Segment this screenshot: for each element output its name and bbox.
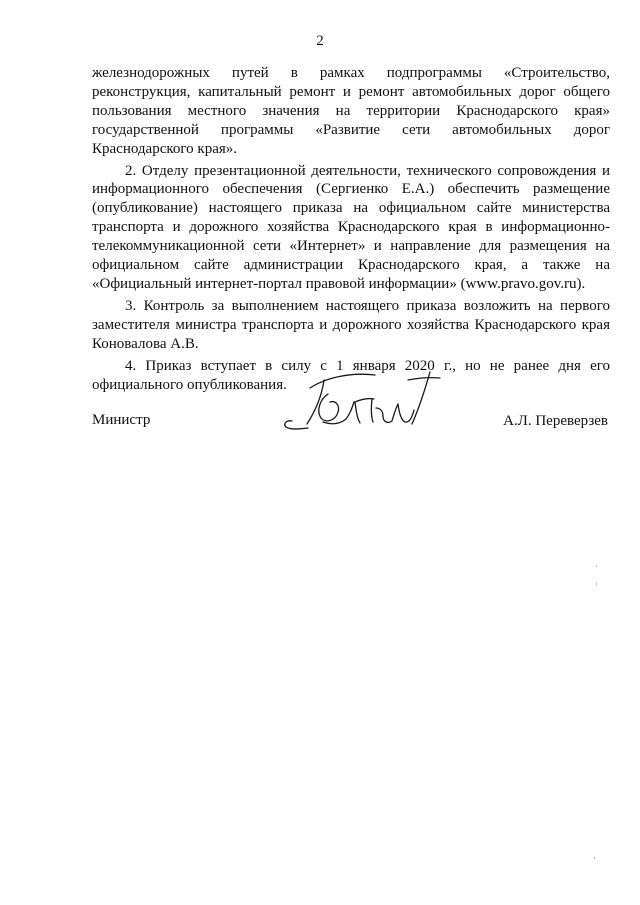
signer-name: А.Л. Переверзев [503,413,608,429]
paragraph-4: 4. Приказ вступает в силу с 1 января 2020 г., но не ранее дня его официального опубликования. [92,357,610,393]
document-body [92,64,610,397]
page-number: 2 [316,33,324,49]
paragraph-2: 2. Отделу презентационной деятельности, технического сопровождения и информационного обеспечения (Сергиенко Е.А.) обеспечить размещение (опубликование) настоящего приказа на официальном сайте министерства транспорта и дорожного хозяйства Краснодарского края в информационно-телекоммуникационной сети «Интернет» и направление для размещения на официальном сайте администрации Краснодарского края, а также на «Официальный интернет-портал правовой информации» (www.pravo.gov.ru). [92,162,610,292]
paragraph-3: 3. Контроль за выполнением настоящего приказа возложить на первого заместителя министра транспорта и дорожного хозяйства Краснодарского края Коновалова А.В. [92,297,610,352]
scan-speck [596,583,597,585]
scan-speck [594,857,595,859]
handwritten-signature [280,366,455,436]
signer-title: Министр [92,412,151,428]
scan-speck [596,565,597,567]
paragraph-1: железнодорожных путей в рамках подпрограммы «Строительство, реконструкция, капитальный ремонт и ремонт автомобильных дорог общего пользования местного значения на территории Краснодарского края» государственной программы «Развитие сети автомобильных дорог Краснодарского края». [92,65,610,157]
